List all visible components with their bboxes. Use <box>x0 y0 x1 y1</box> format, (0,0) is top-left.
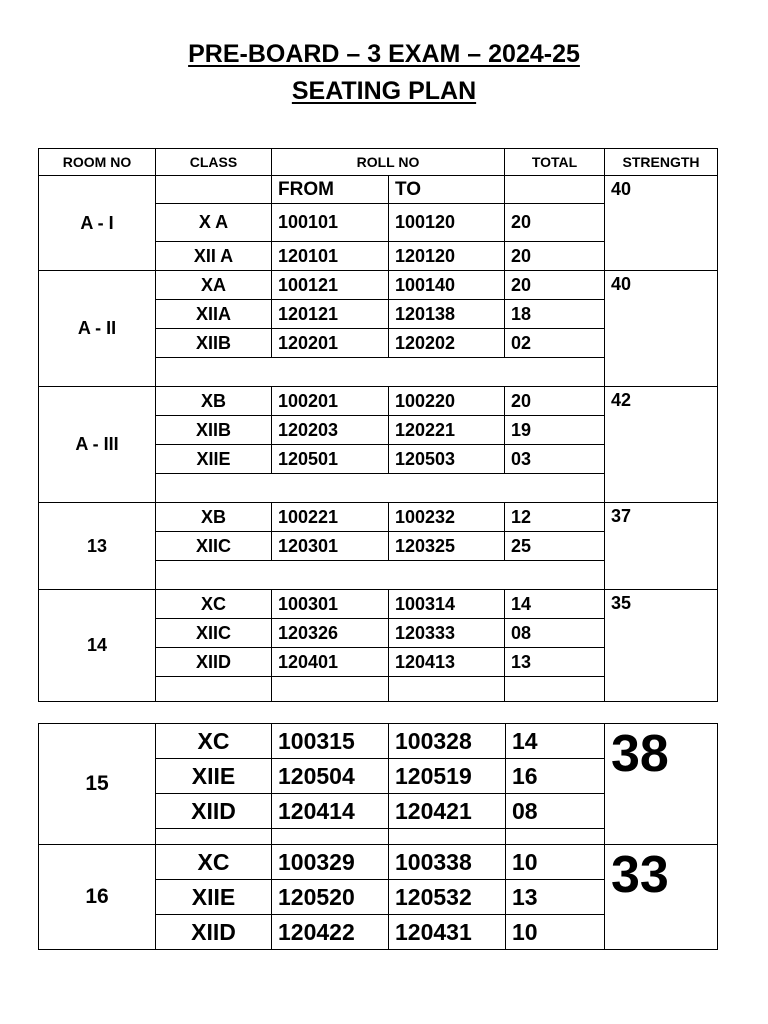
roll-to-cell: 100314 <box>389 590 505 619</box>
roll-to-cell: 100220 <box>389 387 505 416</box>
table-row <box>39 590 718 619</box>
page-title: PRE-BOARD – 3 EXAM – 2024-25 <box>188 40 580 68</box>
header-row <box>39 149 718 176</box>
roll-from-cell: 100101 <box>272 204 389 242</box>
table-row <box>39 271 718 300</box>
class-cell: XB <box>156 387 272 416</box>
total-cell: 08 <box>506 794 605 829</box>
roll-to-cell: 120120 <box>389 242 505 271</box>
subheader-to: TO <box>389 176 505 204</box>
roll-from-cell: 120414 <box>272 794 389 829</box>
strength-cell: 37 <box>605 503 718 590</box>
roll-from-cell: 100121 <box>272 271 389 300</box>
roll-from-cell: 100221 <box>272 503 389 532</box>
total-cell: 13 <box>505 648 605 677</box>
roll-to-cell: 120431 <box>389 915 506 950</box>
class-cell: XIID <box>156 794 272 829</box>
room-cell: 14 <box>39 590 156 702</box>
class-cell: XIIB <box>156 329 272 358</box>
roll-from-cell: 120520 <box>272 880 389 915</box>
header-total: TOTAL <box>505 149 605 176</box>
roll-to-cell: 100120 <box>389 204 505 242</box>
total-cell: 14 <box>505 590 605 619</box>
empty-cell <box>506 829 605 845</box>
header-roll-no: ROLL NO <box>272 149 505 176</box>
table-row <box>39 387 718 416</box>
roll-to-cell: 120333 <box>389 619 505 648</box>
roll-from-cell: 100201 <box>272 387 389 416</box>
total-cell: 12 <box>505 503 605 532</box>
room-cell: A - III <box>39 387 156 503</box>
empty-cell <box>156 474 605 503</box>
roll-to-cell: 100338 <box>389 845 506 880</box>
class-cell: XIIE <box>156 445 272 474</box>
roll-from-cell: 120121 <box>272 300 389 329</box>
room-cell: A - II <box>39 271 156 387</box>
total-cell: 13 <box>506 880 605 915</box>
total-cell: 20 <box>505 387 605 416</box>
roll-from-cell: 100329 <box>272 845 389 880</box>
roll-to-cell: 120413 <box>389 648 505 677</box>
class-cell: XIIA <box>156 300 272 329</box>
page-subtitle: SEATING PLAN <box>291 77 477 105</box>
roll-to-cell: 120221 <box>389 416 505 445</box>
total-cell: 19 <box>505 416 605 445</box>
strength-cell: 38 <box>605 724 718 845</box>
total-cell: 02 <box>505 329 605 358</box>
empty-cell <box>505 176 605 204</box>
roll-to-cell: 120325 <box>389 532 505 561</box>
strength-cell: 42 <box>605 387 718 503</box>
total-cell: 14 <box>506 724 605 759</box>
class-cell: XC <box>156 724 272 759</box>
class-cell: XIIB <box>156 416 272 445</box>
room-cell: 13 <box>39 503 156 590</box>
class-cell: XIIC <box>156 619 272 648</box>
total-cell: 20 <box>505 204 605 242</box>
empty-cell <box>156 176 272 204</box>
roll-from-cell: 120201 <box>272 329 389 358</box>
table-row <box>39 845 718 880</box>
roll-to-cell: 120532 <box>389 880 506 915</box>
total-cell: 10 <box>506 915 605 950</box>
class-cell: XII A <box>156 242 272 271</box>
total-cell: 10 <box>506 845 605 880</box>
header-strength: STRENGTH <box>605 149 718 176</box>
total-cell: 20 <box>505 271 605 300</box>
roll-to-cell: 100232 <box>389 503 505 532</box>
seating-table-extra <box>38 723 718 950</box>
header-room-no: ROOM NO <box>39 149 156 176</box>
class-cell: X A <box>156 204 272 242</box>
empty-cell <box>505 677 605 702</box>
roll-to-cell: 120503 <box>389 445 505 474</box>
roll-from-cell: 120203 <box>272 416 389 445</box>
total-cell: 08 <box>505 619 605 648</box>
class-cell: XIID <box>156 915 272 950</box>
roll-to-cell: 120202 <box>389 329 505 358</box>
subheader-row <box>39 176 718 204</box>
class-cell: XB <box>156 503 272 532</box>
total-cell: 25 <box>505 532 605 561</box>
roll-from-cell: 120501 <box>272 445 389 474</box>
class-cell: XA <box>156 271 272 300</box>
roll-from-cell: 120101 <box>272 242 389 271</box>
header-class: CLASS <box>156 149 272 176</box>
roll-to-cell: 120138 <box>389 300 505 329</box>
total-cell: 20 <box>505 242 605 271</box>
room-cell: 15 <box>39 724 156 845</box>
empty-cell <box>156 677 272 702</box>
class-cell: XIIE <box>156 759 272 794</box>
roll-to-cell: 100140 <box>389 271 505 300</box>
class-cell: XIIC <box>156 532 272 561</box>
empty-cell <box>156 829 272 845</box>
roll-from-cell: 120422 <box>272 915 389 950</box>
room-cell: A - I <box>39 176 156 271</box>
empty-cell <box>389 677 505 702</box>
total-cell: 03 <box>505 445 605 474</box>
roll-from-cell: 120326 <box>272 619 389 648</box>
strength-cell: 40 <box>605 176 718 271</box>
roll-to-cell: 100328 <box>389 724 506 759</box>
roll-from-cell: 100301 <box>272 590 389 619</box>
table-row <box>39 724 718 759</box>
class-cell: XC <box>156 590 272 619</box>
empty-cell <box>389 829 506 845</box>
strength-cell: 35 <box>605 590 718 702</box>
empty-cell <box>272 829 389 845</box>
empty-cell <box>156 561 605 590</box>
roll-to-cell: 120519 <box>389 759 506 794</box>
roll-from-cell: 120401 <box>272 648 389 677</box>
subheader-from: FROM <box>272 176 389 204</box>
roll-from-cell: 120504 <box>272 759 389 794</box>
roll-from-cell: 100315 <box>272 724 389 759</box>
roll-from-cell: 120301 <box>272 532 389 561</box>
empty-cell <box>272 677 389 702</box>
room-cell: 16 <box>39 845 156 950</box>
strength-cell: 33 <box>605 845 718 950</box>
table-row <box>39 503 718 532</box>
class-cell: XIIE <box>156 880 272 915</box>
total-cell: 18 <box>505 300 605 329</box>
strength-cell: 40 <box>605 271 718 387</box>
total-cell: 16 <box>506 759 605 794</box>
roll-to-cell: 120421 <box>389 794 506 829</box>
class-cell: XC <box>156 845 272 880</box>
class-cell: XIID <box>156 648 272 677</box>
empty-cell <box>156 358 605 387</box>
seating-table-main <box>38 148 718 702</box>
